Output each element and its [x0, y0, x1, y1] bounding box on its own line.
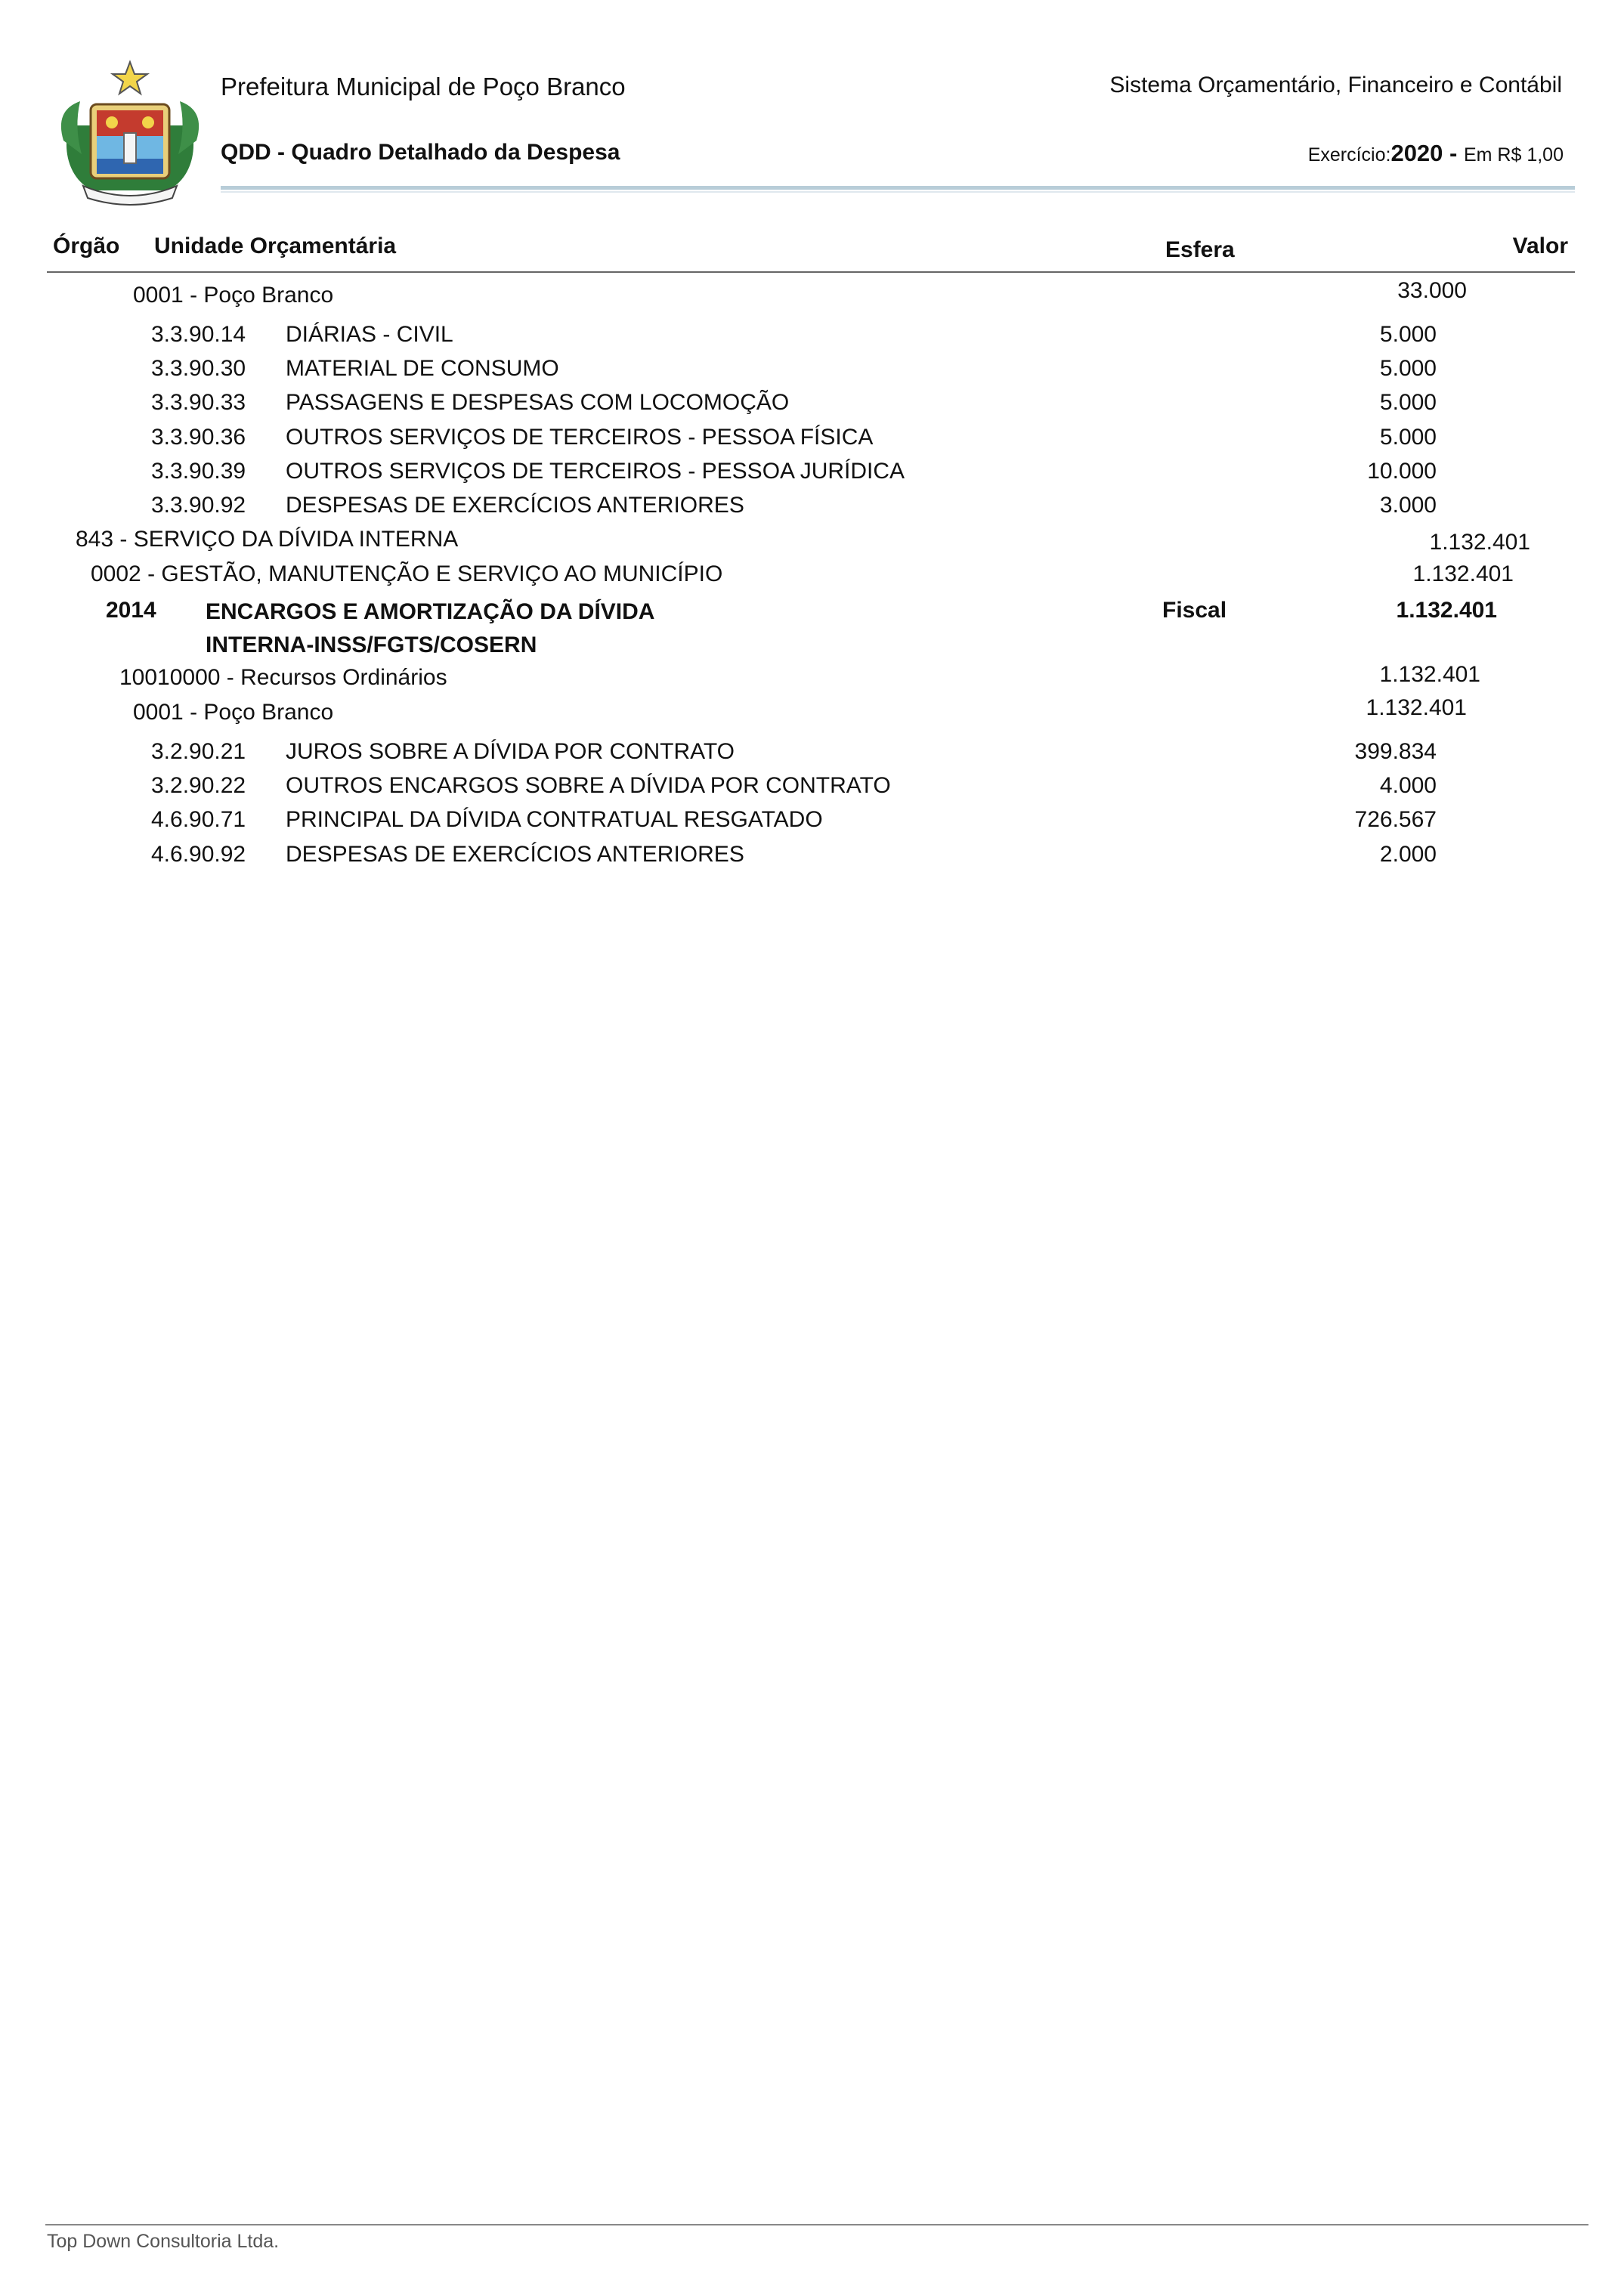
- table-row: [0, 459, 1624, 489]
- subfunction-row: [0, 527, 1624, 557]
- column-header-divider: [47, 271, 1575, 273]
- element-description: DESPESAS DE EXERCÍCIOS ANTERIORES: [286, 842, 744, 867]
- funding-source-label: 10010000 - Recursos Ordinários: [119, 665, 447, 690]
- table-row: [0, 842, 1624, 872]
- row-value: 5.000: [1379, 322, 1437, 347]
- exercise-year: 2020: [1390, 140, 1443, 166]
- element-code: 4.6.90.92: [151, 842, 246, 867]
- row-value: 3.000: [1379, 493, 1437, 518]
- column-header-orgao: Órgão: [53, 234, 120, 258]
- subfunction-label: 843 - SERVIÇO DA DÍVIDA INTERNA: [76, 527, 459, 552]
- exercise-info: [1308, 140, 1564, 167]
- footer-divider: [45, 2224, 1588, 2225]
- page-title: Prefeitura Municipal de Poço Branco: [221, 73, 626, 101]
- table-row: [0, 356, 1624, 386]
- element-code: 3.3.90.92: [151, 493, 246, 518]
- action-description-line1: ENCARGOS E AMORTIZAÇÃO DA DÍVIDA: [206, 599, 655, 624]
- row-value: 1.132.401: [1366, 695, 1467, 720]
- element-code: 3.2.90.22: [151, 773, 246, 798]
- exercise-label: Exercício:: [1307, 144, 1391, 165]
- column-header-unidade: Unidade Orçamentária: [154, 234, 397, 258]
- header-divider-shadow: [221, 191, 1575, 193]
- table-row: [0, 322, 1624, 352]
- row-value: 5.000: [1379, 356, 1437, 381]
- funding-source-row: [0, 662, 1624, 695]
- table-row: [0, 390, 1624, 420]
- action-code: 2014: [106, 598, 156, 623]
- row-value: 10.000: [1367, 459, 1437, 484]
- report-subtitle: QDD - Quadro Detalhado da Despesa: [221, 140, 620, 165]
- element-code: 3.3.90.30: [151, 356, 246, 381]
- element-description: PASSAGENS E DESPESAS COM LOCOMOÇÃO: [286, 390, 790, 415]
- element-description: DESPESAS DE EXERCÍCIOS ANTERIORES: [286, 493, 744, 518]
- element-code: 3.2.90.21: [151, 739, 246, 764]
- column-header-esfera: Esfera: [1165, 237, 1235, 262]
- table-row: [0, 278, 1624, 313]
- action-row: [0, 598, 1624, 661]
- element-description: OUTROS SERVIÇOS DE TERCEIROS - PESSOA JURÍDICA: [286, 459, 905, 484]
- element-description: OUTROS ENCARGOS SOBRE A DÍVIDA POR CONTRATO: [286, 773, 891, 798]
- row-value: 726.567: [1354, 807, 1437, 832]
- element-code: 3.3.90.14: [151, 322, 246, 347]
- element-description: OUTROS SERVIÇOS DE TERCEIROS - PESSOA FÍSICA: [286, 425, 874, 450]
- column-header-valor: Valor: [1512, 234, 1568, 258]
- unit-label: 0001 - Poço Branco: [133, 700, 334, 725]
- row-value: 2.000: [1379, 842, 1437, 867]
- footer-text: Top Down Consultoria Ltda.: [47, 2231, 280, 2252]
- header-divider: [221, 186, 1575, 190]
- element-code: 4.6.90.71: [151, 807, 246, 832]
- row-value: 1.132.401: [1412, 561, 1514, 586]
- element-description: DIÁRIAS - CIVIL: [286, 322, 453, 347]
- table-row: [0, 493, 1624, 523]
- element-description: MATERIAL DE CONSUMO: [286, 356, 559, 381]
- row-value: 399.834: [1354, 739, 1437, 764]
- exercise-separator: -: [1443, 140, 1464, 166]
- row-value: 33.000: [1397, 278, 1467, 303]
- table-row: [0, 773, 1624, 803]
- program-label: 0002 - GESTÃO, MANUTENÇÃO E SERVIÇO AO MUNICÍPIO: [91, 561, 723, 586]
- row-value: 5.000: [1379, 390, 1437, 415]
- program-row: [0, 561, 1624, 592]
- row-value: 1.132.401: [1396, 598, 1497, 623]
- element-description: JUROS SOBRE A DÍVIDA POR CONTRATO: [286, 739, 735, 764]
- element-description: PRINCIPAL DA DÍVIDA CONTRATUAL RESGATADO: [286, 807, 823, 832]
- action-description-line2: INTERNA-INSS/FGTS/COSERN: [206, 633, 537, 657]
- element-code: 3.3.90.39: [151, 459, 246, 484]
- row-value: 5.000: [1379, 425, 1437, 450]
- municipal-coat-of-arms-icon: [47, 57, 213, 206]
- unit-label: 0001 - Poço Branco: [133, 283, 334, 308]
- row-value: 1.132.401: [1379, 662, 1480, 687]
- row-value: 4.000: [1379, 773, 1437, 798]
- table-row: [0, 425, 1624, 455]
- currency-unit: Em R$ 1,00: [1463, 144, 1564, 165]
- table-row: [0, 739, 1624, 769]
- action-esfera: Fiscal: [1162, 598, 1227, 623]
- element-code: 3.3.90.33: [151, 390, 246, 415]
- table-row: [0, 695, 1624, 730]
- system-name: Sistema Orçamentário, Financeiro e Contábil: [1109, 73, 1562, 97]
- row-value: 1.132.401: [1429, 530, 1530, 555]
- table-row: [0, 807, 1624, 837]
- element-code: 3.3.90.36: [151, 425, 246, 450]
